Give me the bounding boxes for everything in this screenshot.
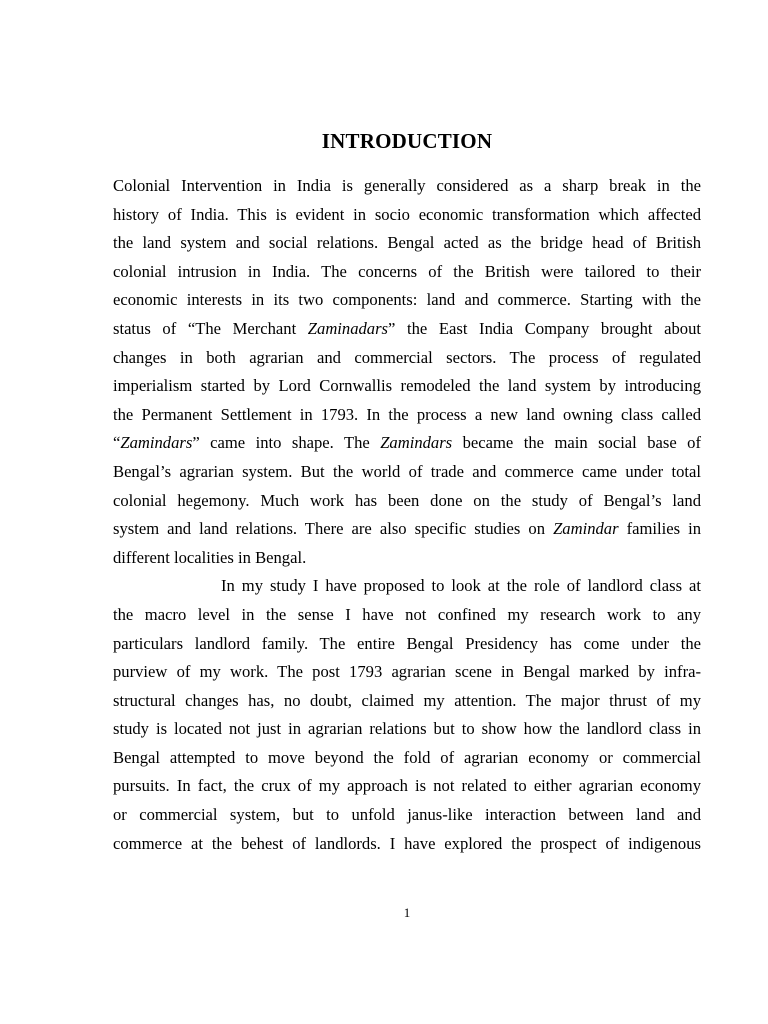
paragraph-1 — [113, 172, 701, 572]
text-line: system and land relations. There are also specific studies on Zamindar families in — [113, 519, 702, 539]
text-line: status of “The Merchant Zaminadars” the East India Company brought about — [113, 318, 701, 338]
text-line: study is located not just in agrarian relations but to show how the landlord class in — [113, 719, 701, 739]
text-line: In my study I have proposed to look at the role of landlord class at — [221, 576, 701, 596]
text-line: the macro level in the sense I have not confined my research work to any — [113, 604, 701, 624]
text-line: colonial intrusion in India. The concerns of the British were tailored to their — [113, 261, 701, 281]
italic-term: Zaminadars — [307, 318, 389, 338]
paragraph-2 — [113, 572, 701, 858]
body-text — [113, 172, 701, 858]
text-line: Bengal’s agrarian system. But the world of trade and commerce came under total — [113, 461, 701, 481]
text-line: commerce at the behest of landlords. I have explored the prospect of indigenous — [113, 833, 701, 853]
text-line: changes in both agrarian and commercial sectors. The process of regulated — [113, 347, 701, 367]
text-line: purview of my work. The post 1793 agrarian scene in Bengal marked by infra- — [113, 662, 701, 682]
text-line: Bengal attempted to move beyond the fold of agrarian economy or commercial — [113, 747, 701, 767]
text-line: history of India. This is evident in socio economic transformation which affected — [113, 204, 701, 224]
italic-term: Zamindar — [553, 519, 619, 539]
text-line: different localities in Bengal. — [113, 547, 307, 567]
text-line: Colonial Intervention in India is generally considered as a sharp break in the — [113, 176, 701, 195]
italic-term: Zamindars — [380, 433, 453, 453]
italic-term: Zamindars — [120, 433, 193, 453]
page-number: 1 — [403, 905, 411, 920]
text-line: colonial hegemony. Much work has been done on the study of Bengal’s land — [113, 490, 701, 510]
text-line: imperialism started by Lord Cornwallis remodeled the land system by introducing — [113, 376, 701, 396]
text-line: the land system and social relations. Bengal acted as the bridge head of British — [113, 233, 701, 253]
text-line: “Zamindars” came into shape. The Zamindars became the main social base of — [113, 433, 701, 453]
text-line: structural changes has, no doubt, claimed my attention. The major thrust of my — [113, 690, 701, 710]
text-line: particulars landlord family. The entire Bengal Presidency has come under the — [113, 633, 701, 653]
text-line: economic interests in its two components: land and commerce. Starting with the — [113, 290, 701, 310]
text-line: pursuits. In fact, the crux of my approach is not related to either agrarian economy — [113, 776, 701, 796]
text-line: or commercial system, but to unfold janus-like interaction between land and — [113, 805, 701, 825]
page-title: INTRODUCTION — [321, 129, 493, 153]
text-line: the Permanent Settlement in 1793. In the process a new land owning class called — [113, 404, 701, 424]
